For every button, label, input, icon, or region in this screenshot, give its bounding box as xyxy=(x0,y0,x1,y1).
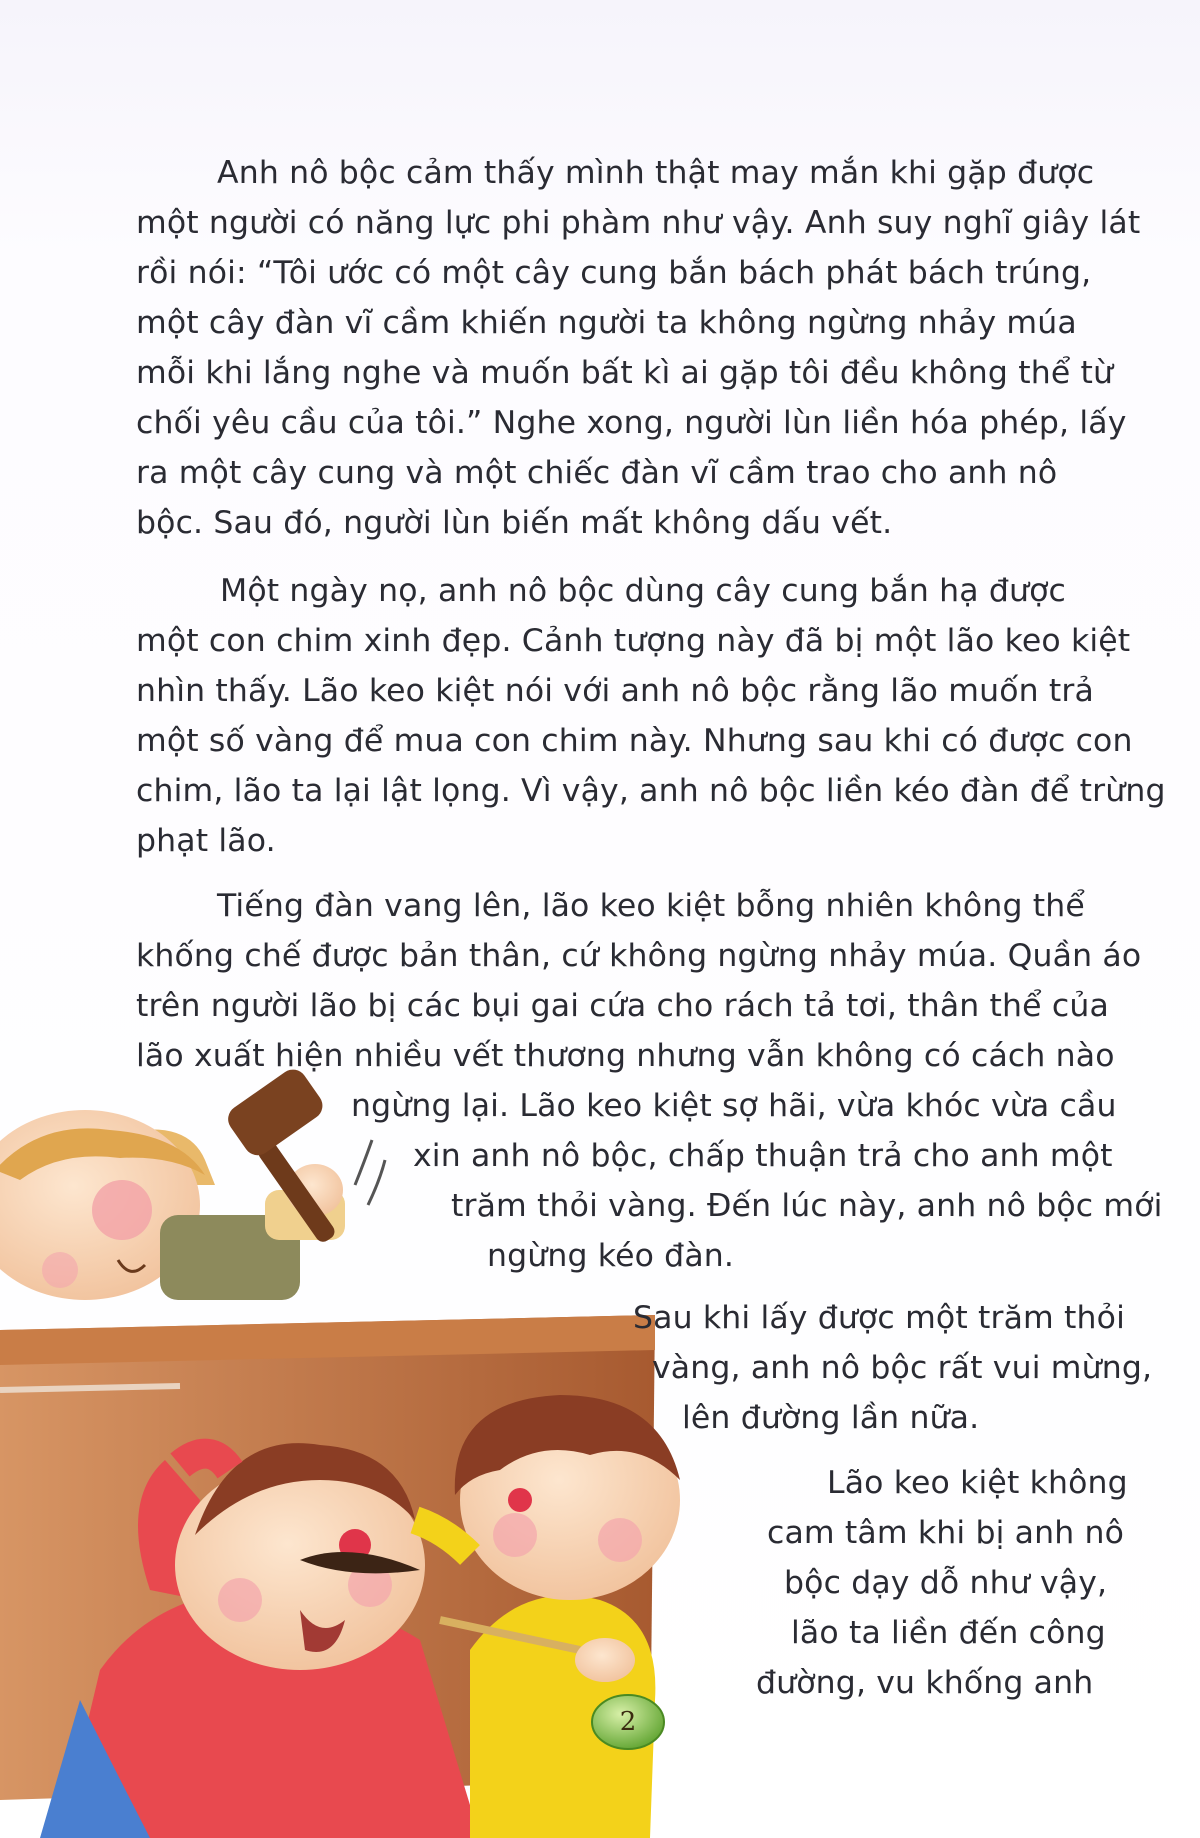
text-line: một người có năng lực phi phàm như vậy. Anh suy nghĩ giây lát xyxy=(136,205,1141,241)
text-line: Tiếng đàn vang lên, lão keo kiệt bỗng nhiên không thể xyxy=(217,888,1085,924)
text-line: trên người lão bị các bụi gai cứa cho rách tả tơi, thân thể của xyxy=(136,988,1109,1024)
text-line: nhìn thấy. Lão keo kiệt nói với anh nô bộc rằng lão muốn trả xyxy=(136,673,1094,709)
text-line: chim, lão ta lại lật lọng. Vì vậy, anh nô bộc liền kéo đàn để trừng xyxy=(136,773,1166,809)
text-line: bộc dạy dỗ như vậy, xyxy=(784,1565,1108,1601)
text-line: một con chim xinh đẹp. Cảnh tượng này đã bị một lão keo kiệt xyxy=(136,623,1131,659)
text-line: một số vàng để mua con chim này. Nhưng sau khi có được con xyxy=(136,723,1133,759)
text-line: Lão keo kiệt không xyxy=(827,1465,1128,1501)
text-line: chối yêu cầu của tôi.” Nghe xong, người lùn liền hóa phép, lấy xyxy=(136,405,1127,441)
text-line: lão xuất hiện nhiều vết thương nhưng vẫn không có cách nào xyxy=(136,1038,1115,1074)
judge-illustration xyxy=(0,1064,385,1300)
text-line: ngừng kéo đàn. xyxy=(487,1238,735,1274)
text-line: ra một cây cung và một chiếc đàn vĩ cầm trao cho anh nô xyxy=(136,455,1058,491)
text-line: khống chế được bản thân, cứ không ngừng nhảy múa. Quần áo xyxy=(136,938,1142,974)
page-number: 2 xyxy=(619,1707,637,1737)
text-line: đường, vu khống anh xyxy=(756,1665,1094,1701)
text-line: bộc. Sau đó, người lùn biến mất không dấu vết. xyxy=(136,505,893,541)
text-line: Một ngày nọ, anh nô bộc dùng cây cung bắn hạ được xyxy=(220,573,1067,609)
text-line: lên đường lần nữa. xyxy=(682,1400,980,1436)
text-line: phạt lão. xyxy=(136,823,276,859)
text-line: một cây đàn vĩ cầm khiến người ta không ngừng nhảy múa xyxy=(136,305,1077,341)
text-line: mỗi khi lắng nghe và muốn bất kì ai gặp tôi đều không thể từ xyxy=(136,355,1114,391)
text-line: lão ta liền đến công xyxy=(791,1615,1106,1651)
text-line: ngừng lại. Lão keo kiệt sợ hãi, vừa khóc vừa cầu xyxy=(351,1088,1117,1124)
text-line: Anh nô bộc cảm thấy mình thật may mắn khi gặp được xyxy=(217,155,1095,191)
text-line: Sau khi lấy được một trăm thỏi xyxy=(633,1300,1125,1336)
text-line: xin anh nô bộc, chấp thuận trả cho anh một xyxy=(413,1138,1113,1174)
text-line: cam tâm khi bị anh nô xyxy=(767,1515,1125,1551)
text-line: trăm thỏi vàng. Đến lúc này, anh nô bộc mới xyxy=(451,1188,1163,1224)
text-line: rồi nói: “Tôi ước có một cây cung bắn bách phát bách trúng, xyxy=(136,255,1092,291)
text-line: vàng, anh nô bộc rất vui mừng, xyxy=(652,1350,1153,1386)
